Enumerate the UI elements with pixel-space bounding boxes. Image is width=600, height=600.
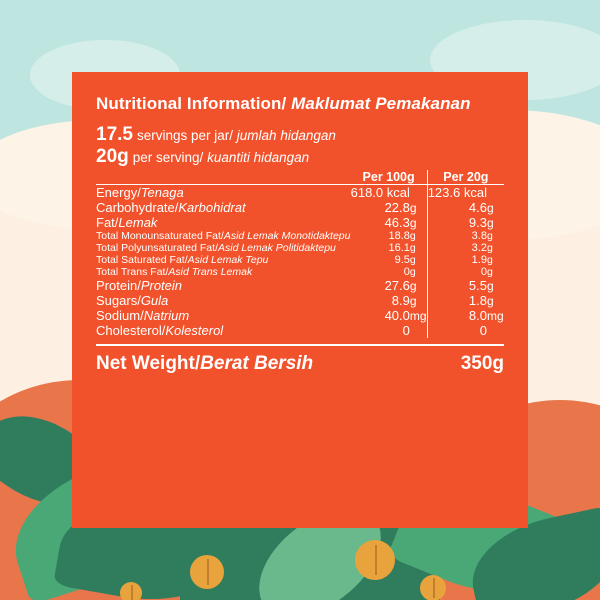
- row-unit-per-20g: g: [486, 200, 494, 215]
- row-name-ms: Karbohidrat: [178, 199, 246, 215]
- row-value-per-100g: 18.8: [388, 229, 410, 242]
- table-row: [96, 200, 504, 215]
- table-row: [96, 184, 504, 200]
- row-unit-per-20g: g: [486, 229, 493, 242]
- nut-shape: [190, 555, 224, 589]
- row-name: [96, 308, 350, 323]
- servings-count-label-ms: jumlah hidangan: [236, 128, 336, 143]
- table-row: [96, 242, 504, 254]
- row-name-ms: Asid Lemak Monotidaktepu: [223, 229, 351, 242]
- column-header-per-100g: Per 100g: [350, 170, 427, 185]
- row-unit-per-20g: g: [486, 293, 494, 308]
- row-name-en: Sugars/: [96, 292, 141, 308]
- row-value-per-20g: 0: [427, 323, 487, 338]
- servings-per-jar-line: [96, 124, 504, 146]
- row-name-en: Fat/: [96, 214, 119, 230]
- net-weight-label: [96, 353, 313, 375]
- row-value-per-20g: 0: [427, 266, 487, 278]
- row-name-en: Sodium/: [96, 307, 144, 323]
- row-unit-per-20g: g: [486, 278, 494, 293]
- row-unit-per-20g: [487, 323, 504, 338]
- title-english: Nutritional Information/: [96, 94, 287, 113]
- row-unit-per-100g: g: [409, 278, 417, 293]
- nutrition-label-title: [96, 94, 504, 114]
- row-unit-per-100g: [410, 323, 427, 338]
- row-unit-per-100g: g: [409, 215, 417, 230]
- net-weight-label-ms: Berat Bersih: [200, 353, 314, 375]
- row-unit-per-20g: g: [486, 215, 494, 230]
- net-weight-value: 350g: [460, 353, 504, 375]
- row-value-per-20g: 1.8: [427, 293, 487, 308]
- row-value-per-20g: 123.6 kcal: [427, 184, 487, 200]
- column-header-per-20g: Per 20g: [427, 170, 504, 185]
- row-name-en: Total Monounsaturated Fat/: [96, 229, 224, 242]
- title-malay: Maklumat Pemakanan: [291, 94, 471, 113]
- row-value-per-100g: 16.1: [388, 241, 410, 254]
- servings-count: 17.5: [96, 124, 133, 145]
- row-name-ms: Asid Lemak Politidaktepu: [218, 241, 336, 254]
- column-header-nutrient: [96, 170, 350, 185]
- row-name: [96, 323, 350, 338]
- row-unit-per-100g: g: [409, 200, 417, 215]
- table-row: [96, 230, 504, 242]
- row-value-per-20g: 4.6: [427, 200, 487, 215]
- row-value-per-100g: 27.6: [384, 277, 410, 293]
- row-name-ms: Protein: [140, 277, 183, 293]
- nut-shape: [120, 582, 142, 600]
- table-row: [96, 254, 504, 266]
- row-name: [96, 215, 350, 230]
- row-name-en: Carbohydrate/: [96, 199, 179, 215]
- row-unit-per-20g: mg: [486, 308, 504, 323]
- row-unit-per-100g: g: [409, 293, 417, 308]
- table-row: [96, 266, 504, 278]
- row-name: [96, 266, 350, 278]
- row-name-en: Total Saturated Fat/: [96, 253, 188, 266]
- nutrition-table: [96, 170, 504, 338]
- row-name-ms: Asid Lemak Tepu: [187, 253, 269, 266]
- table-row: [96, 215, 504, 230]
- row-value-per-100g: 8.9: [391, 292, 410, 308]
- row-name-ms: Tenaga: [140, 184, 184, 200]
- row-name: [96, 278, 350, 293]
- row-name: [96, 242, 350, 254]
- nutrition-label-card: [72, 72, 528, 528]
- nut-shape: [420, 575, 446, 600]
- row-unit-per-100g: mg: [409, 308, 427, 323]
- row-name: [96, 254, 350, 266]
- row-name-ms: Gula: [140, 292, 169, 308]
- row-value-per-20g: 5.5: [427, 278, 487, 293]
- row-value-per-100g: 0: [403, 265, 410, 278]
- row-name-en: Total Polyunsaturated Fat/: [96, 241, 218, 254]
- table-row: [96, 293, 504, 308]
- row-value-per-20g: 1.9: [427, 254, 487, 266]
- row-name-en: Total Trans Fat/: [96, 265, 169, 278]
- row-value-per-100g: 618.0 kcal: [350, 184, 410, 200]
- row-name-en: Cholesterol/: [96, 322, 166, 338]
- row-unit-per-100g: g: [409, 229, 416, 242]
- table-header-row: [96, 170, 504, 185]
- table-row: [96, 323, 504, 338]
- row-unit-per-20g: g: [486, 241, 493, 254]
- row-unit-per-100g: g: [409, 265, 416, 278]
- row-name: [96, 293, 350, 308]
- row-name: [96, 184, 350, 200]
- table-row: [96, 278, 504, 293]
- net-weight-label-en: Net Weight/: [96, 353, 201, 375]
- row-name-ms: Asid Trans Lemak: [168, 265, 253, 278]
- row-value-per-100g: 46.3: [384, 214, 410, 230]
- row-unit-per-100g: g: [409, 253, 416, 266]
- serving-size-value: 20g: [96, 145, 129, 167]
- net-weight-row: [96, 346, 504, 375]
- row-value-per-20g: 3.8: [427, 230, 487, 242]
- row-value-per-100g: 40.0: [384, 307, 410, 323]
- row-name: [96, 200, 350, 215]
- serving-size-label-en: per serving/: [132, 149, 204, 165]
- servings-count-label-en: servings per jar/: [136, 128, 234, 143]
- row-name: [96, 230, 350, 242]
- row-value-per-20g: 3.2: [427, 242, 487, 254]
- row-value-per-100g: 9.5: [394, 253, 410, 266]
- row-name-ms: Lemak: [118, 214, 158, 230]
- row-unit-per-20g: [487, 184, 504, 200]
- row-name-en: Protein/: [96, 277, 141, 293]
- serving-size-label-ms: kuantiti hidangan: [207, 149, 310, 165]
- table-row: [96, 308, 504, 323]
- row-unit-per-100g: [410, 184, 427, 200]
- nut-shape: [355, 540, 395, 580]
- row-unit-per-20g: g: [486, 265, 493, 278]
- row-name-en: Energy/: [96, 184, 141, 200]
- row-name-ms: Kolesterol: [165, 322, 224, 338]
- row-unit-per-20g: g: [486, 253, 493, 266]
- serving-size-line: [96, 146, 504, 168]
- row-value-per-100g: 22.8: [384, 199, 410, 215]
- row-name-ms: Natrium: [143, 307, 190, 323]
- row-value-per-100g: 0: [402, 322, 410, 338]
- row-value-per-20g: 9.3: [427, 215, 487, 230]
- row-value-per-20g: 8.0: [427, 308, 487, 323]
- row-unit-per-100g: g: [409, 241, 416, 254]
